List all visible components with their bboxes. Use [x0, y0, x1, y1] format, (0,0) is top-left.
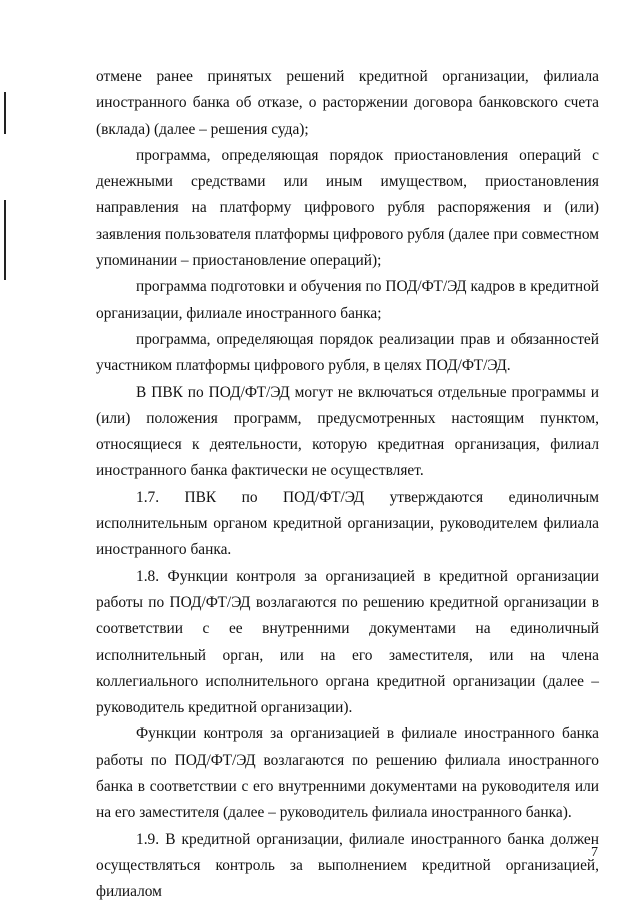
- paragraph-program-rights: программа, определяющая порядок реализации прав и обязанностей участником платформы цифрового рубля, в целях ПОД/ФТ/ЭД.: [96, 330, 599, 375]
- page-number: 7: [591, 845, 598, 860]
- document-body: [96, 64, 599, 906]
- paragraph-program-training: программа подготовки и обучения по ПОД/ФТ/ЭД кадров в кредитной организации, филиале иностранного банка;: [96, 278, 599, 322]
- paragraph-pvk-exclusions: В ПВК по ПОД/ФТ/ЭД могут не включаться отдельные программы и (или) положения программ, предусмотренных настоящим пунктом, относящиеся к деятельности, которую кредитная организация, филиал иностранного банка фактически не осуществляет.: [96, 383, 599, 480]
- paragraph-continuation: отмене ранее принятых решений кредитной организации, филиала иностранного банка об отказе, о расторжении договора банковского счета (вклада) (далее – решения суда);: [96, 68, 599, 138]
- paragraph-branch-control: Функции контроля за организацией в филиале иностранного банка работы по ПОД/ФТ/ЭД возлагаются по решению филиала иностранного банка в соответствии с его внутренними документами на руководителя или на его заместителя (далее – руководитель филиала иностранного банка).: [96, 725, 599, 822]
- margin-revision-mark: [4, 92, 6, 134]
- margin-revision-mark: [4, 200, 6, 280]
- paragraph-1-7: 1.7. ПВК по ПОД/ФТ/ЭД утверждаются единоличным исполнительным органом кредитной организации, руководителем филиала иностранного банка.: [96, 488, 599, 559]
- paragraph-1-9: 1.9. В кредитной организации, филиале иностранного банка должен осуществляться контроль за выполнением кредитной организацией, филиалом: [96, 830, 599, 901]
- paragraph-1-8: 1.8. Функции контроля за организацией в кредитной организации работы по ПОД/ФТ/ЭД возлагаются по решению кредитной организации в соответствии с ее внутренними документами на единоличный исполнительный орган, или на его заместителя, или на члена коллегиального исполнительного органа кредитной организации (далее – руководитель кредитной организации).: [96, 567, 599, 717]
- paragraph-program-suspension: программа, определяющая порядок приостановления операций с денежными средствами или иным имуществом, приостановления направления на платформу цифрового рубля распоряжения и (или) заявления пользователя платформы цифрового рубля (далее при совместном упоминании – приостановление операций);: [96, 146, 599, 270]
